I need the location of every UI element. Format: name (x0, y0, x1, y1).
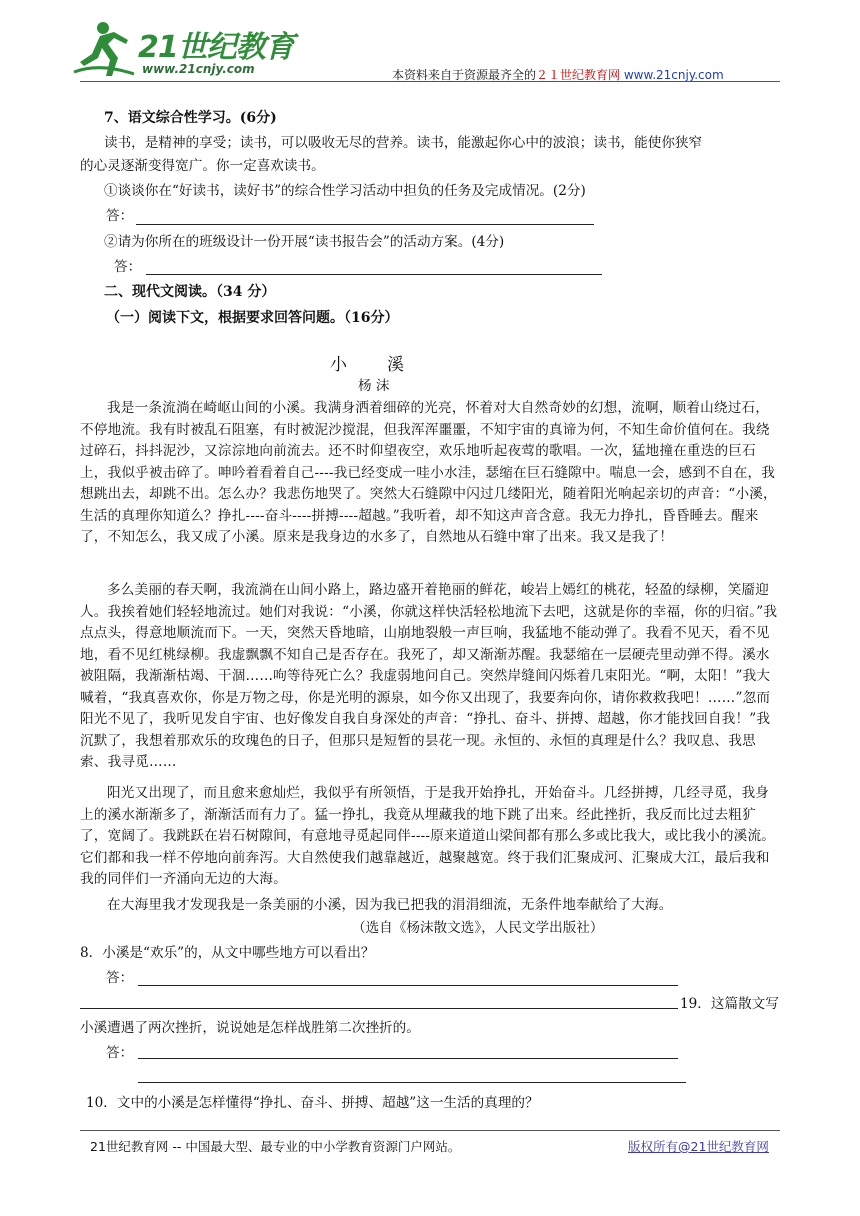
q7-answer-label-1: 答： (106, 208, 134, 224)
q9-number: 19．这篇散文写 (680, 996, 779, 1012)
q9-answer-line-1[interactable] (138, 1058, 678, 1059)
article-paragraph-3: 阳光又出现了，而且愈来愈灿烂，我似乎有所领悟，于是我开始挣扎，开始奋斗。几经拼搏，几经寻觅，我身上的溪水渐渐多了，渐渐活而有力了。猛一挣扎，我竟从埋藏我的地下跳了出来。经此挫折，我反而比过去粗犷了，宽阔了。我跳跃在岩石树隙间，有意地寻觅起同伴----原来道道山梁间都有那么多或比我大，或比我小的溪流。它们都和我一样不停地向前奔泻。大自然使我们越靠越近，越聚越宽。终于我们汇聚成河、汇聚成大江，最后我和我的同伴们一齐涌向无边的大海。 (80, 785, 776, 887)
q9-answer-line-2[interactable] (138, 1082, 686, 1083)
header-divider (80, 81, 780, 82)
footer-copyright-link[interactable]: 版权所有@21世纪教育网 (628, 1139, 769, 1154)
q8-text: 8．小溪是“欢乐”的，从文中哪些地方可以看出？ (80, 945, 375, 961)
article-source: （选自《杨沫散文选》，人民文学出版社） (352, 920, 604, 936)
q10-text: 10．文中的小溪是怎样懂得“挣扎、奋斗、拼搏、超越”这一生活的真理的？ (86, 1095, 539, 1111)
article-paragraph-1: 我是一条流淌在崎岖山间的小溪。我满身洒着细碎的光亮，怀着对大自然奇妙的幻想，流啊，顺着山绕过石，不停地流。我有时被乱石阻塞，有时被泥沙搅混，但我浑浑噩噩，不知宇宙的真谛为何，不知生命价值何在。我绕过碎石，抖抖泥沙，又淙淙地向前流去。还不时仰望夜空，欢乐地听起夜莺的歌唱。一次，猛地撞在重迭的巨石上，我似乎被击碎了。呻吟着看着自己----我已经变成一哇小水洼，瑟缩在巨石缝隙中。喘息一会，感到不自在，我想跳出去，却跳不出。怎么办？我悲伤地哭了。突然大石缝隙中闪过几缕阳光，随着阳光响起亲切的声音：“小溪，生活的真理你知道么？挣扎----奋斗----拼搏----超越。”我听着，却不知这声音含意。我无力挣扎，昏昏睡去。醒来了，不知怎么，我又成了小溪。原来是我身边的水多了，自然地从石缝中窜了出来。我又是我了！ (80, 400, 777, 545)
source-url[interactable]: www.21cnjy.com (623, 68, 724, 82)
footer-divider (80, 1130, 780, 1131)
q8-answer-label: 答： (106, 970, 134, 986)
q7-answer-label-2: 答： (114, 259, 142, 275)
article-paragraph-4: 在大海里我才发现我是一条美丽的小溪，因为我已把我的涓涓细流，无条件地奉献给了大海。 (107, 897, 673, 913)
q7-answer-line-2[interactable] (146, 274, 602, 275)
logo-url: www.21cnjy.com (142, 62, 255, 76)
runner-logo-icon (70, 18, 140, 84)
q8-answer-line-2[interactable] (80, 1008, 678, 1009)
q8-answer-line-1[interactable] (138, 985, 678, 986)
q7-sub2: ②请为你所在的班级设计一份开展“读书报告会”的活动方案。(4分) (104, 234, 505, 250)
footer-left-text: 21世纪教育网 -- 中国最大型、最专业的中小学教育资源门户网站。 (90, 1139, 461, 1154)
logo-text: 21世纪教育 (138, 30, 294, 65)
source-site[interactable]: ２１世纪教育网 (536, 68, 621, 82)
section2-title: 二、现代文阅读。（34 分） (104, 284, 276, 300)
q9-answer-label: 答： (106, 1045, 134, 1061)
part1-title: （一）阅读下文，根据要求回答问题。（16分） (106, 310, 399, 326)
q7-intro-2: 的心灵逐渐变得宽广。你一定喜欢读书。 (80, 158, 325, 174)
article-author: 杨 沫 (358, 378, 390, 394)
q7-answer-line-1[interactable] (136, 224, 594, 225)
q7-sub1: ①谈谈你在“好读书，读好书”的综合性学习活动中担负的任务及完成情况。(2分) (104, 183, 586, 199)
site-logo (70, 18, 300, 88)
q7-title: 7、语文综合性学习。(6分) (104, 110, 277, 126)
q7-intro-1: 读书，是精神的享受；读书，可以吸收无尽的营养。读书，能激起你心中的波浪；读书，能使你狭窄 (104, 135, 703, 151)
article-paragraph-2: 多么美丽的春天啊，我流淌在山间小路上，路边盛开着艳丽的鲜花，峻岩上嫣红的桃花，轻盈的绿柳，笑靥迎人。我挨着她们轻轻地流过。她们对我说：“小溪，你就这样快活轻松地流下去吧，这就是你的幸福，你的归宿。”我点点头，得意地顺流而下。一天，突然天昏地暗，山崩地裂般一声巨响，我猛地不能动弹了。我看不见天，看不见地，看不见红桃绿柳。我虚飘飘不知自己是否存在。我死了，却又渐渐苏醒。我瑟缩在一层硬壳里动弹不得。溪水被阻隔，我渐渐枯竭、干涸……呴等待死亡么？我虚弱地问自己。突然岸缝间闪烁着几束阳光。“啊，太阳！”我大喊着，“我真喜欢你，你是万物之母，你是光明的源泉，如今你又出现了，我要奔向你，请你救救我吧！……”忽而阳光不见了，我听见发自宇宙、也好像发自我自身深处的声音：“挣扎、奋斗、拼搏、超越，你才能找回自我！”我沉默了，我想着那欢乐的玫瑰色的日子，但那只是短暂的昙花一现。永恒的、永恒的真理是什么？我叹息、我思索、我寻觅…… (80, 582, 778, 770)
q9-text: 小溪遭遇了两次挫折，说说她是怎样战胜第二次挫折的。 (80, 1020, 420, 1036)
source-prefix: 本资料来自于资源最齐全的 (392, 68, 537, 82)
article-title: 小 溪 (330, 355, 406, 375)
